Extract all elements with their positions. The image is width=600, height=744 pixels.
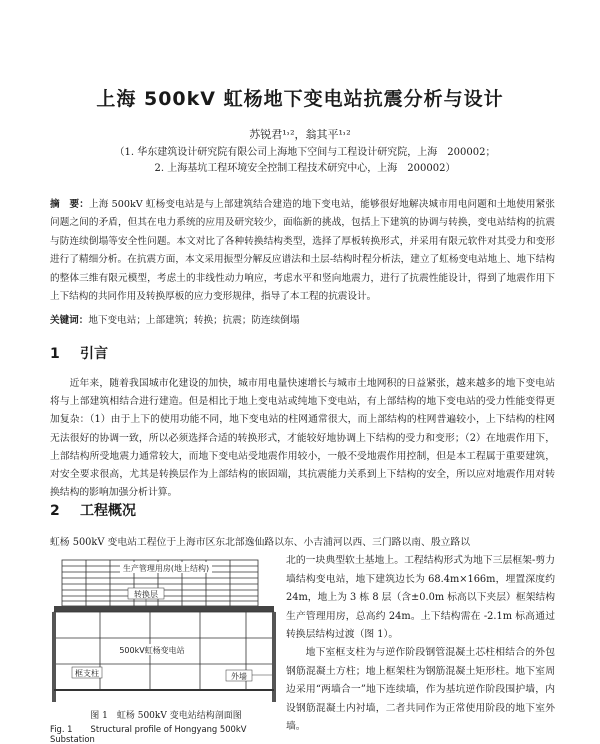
abstract-text: 上海 500kV 虹杨变电站是与上部建筑结合建造的地下变电站，能够很好地解决城市用电问题和土地使用紧张问题之间的矛盾，但其在电力系统的应用及研究较少，面临新的挑战，包括上下建筑的协调与转换，变电站结构的抗震与防连续倒塌等安全性问题。本文对比了各种转换结构类型，选择了厚板转换形式，并采用有限元软件对其受力和变形进行了精细分析。在抗震方面，本文采用振型分解反应谱法和土层-结构时程分析法，建立了虹杨变电站地上、地下结构的整体三维有限元模型，考虑土的非线性动力响应，考虑水平和竖向地震力，进行了抗震性能设计，得到了地震作用下上下结构的共同作用及转换厚板的应力变形规律，指导了本工程的抗震设计。 xyxy=(50,199,556,303)
section-2-heading xyxy=(50,500,136,520)
left-diaphragm-wall xyxy=(52,612,56,702)
figure-caption-cn: 图 1 虹杨 500kV 变电站结构剖面图 xyxy=(90,711,242,721)
keywords xyxy=(50,312,555,326)
label-substation: 500kV虹杨变电站 xyxy=(119,646,185,655)
label-transfer: 转换层 xyxy=(134,590,158,599)
structural-profile-figure xyxy=(50,556,282,706)
abstract xyxy=(50,196,555,306)
overview-paragraph-2: 地下室框支柱为与逆作阶段钢管混凝土芯柱相结合的外包钢筋混凝土方柱；地上框架柱为钢筋混凝土矩形柱。地下室周边采用“两墙合一”地下连续墙，作为基坑逆作阶段围护墙，内设钢筋混凝土内衬墙，二者共同作为正常使用阶段的地下室外墙。 xyxy=(286,647,555,732)
affiliation-2: 2. 上海基坑工程环境安全控制工程技术研究中心，上海 200002） xyxy=(154,163,456,174)
section-1-title: 引言 xyxy=(80,346,108,362)
overview-line-1: 虹杨 500kV 变电站工程位于上海市区东北部逸仙路以东、小吉浦河以西、三门路以南、殷立路以 xyxy=(50,537,471,548)
right-diaphragm-wall xyxy=(272,612,276,702)
label-top-building: 生产管理用房(地上结构) xyxy=(122,564,210,573)
section-1-heading xyxy=(50,343,108,363)
intro-paragraph: 近年来，随着我国城市化建设的加快，城市用电量快速增长与城市土地网积的日益紧张，越来越多的地下变电站将与上部建筑相结合进行建造。但是相比于地上变电站或纯地下变电站，有上部结构的地下变电站的受力性能变得更加复杂：（1）由于上下的使用功能不同，地下变电站的柱网通常很大，而上部结构的柱网普遍较小，上下结构的柱网无法很好的协调一致，所以必须选择合适的转换形式，才能较好地协调上下结构的受力和变形；（2）在地震作用下，上部结构所受地震力通常较大，而地下变电站受地震作用较小，一般不受地震作用控制，但是本工程属于重要建筑，对安全要求很高，尤其是转换层作为上部结构的嵌固端，其抗震能力关系到上下结构的安全，所以应对地震作用对转换结构的影响加强分析计算。 xyxy=(50,378,555,499)
figure-caption-en-text: Structural profile of Hongyang 500kV Substation xyxy=(50,724,247,744)
authors: 苏锐君¹˒²，翁其平¹˒² xyxy=(249,128,351,141)
label-column: 框支柱 xyxy=(75,669,99,678)
keywords-text: 地下变电站；上部建筑；转换；抗震；防连续倒塌 xyxy=(88,315,300,326)
transfer-slab xyxy=(54,606,274,612)
abstract-label: 摘 要： xyxy=(50,199,89,210)
overview-paragraph-rest: 北的一块典型软土基地上。工程结构形式为地下三层框架-剪力墙结构变电站，地下建筑边长为 68.4m×166m，埋置深度约 24m，地上为 3 栋 8 层（含±0.0m 标高以下夹层）框架结构生产管理用房，总高约 24m。上下结构需在 -2.1m 标高通过转换层结构过渡（图 1）。 xyxy=(286,555,556,640)
section-2-title: 工程概况 xyxy=(80,503,136,519)
section-2-number: 2 xyxy=(50,503,60,519)
affiliation-1: （1. 华东建筑设计研究院有限公司上海地下空间与工程设计研究院，上海 200002； xyxy=(114,147,496,158)
section-1-number: 1 xyxy=(50,346,60,362)
figure-caption-en xyxy=(50,724,282,744)
paper-title: 上海 500kV 虹杨地下变电站抗震分析与设计 xyxy=(96,88,504,110)
label-wall: 外墙 xyxy=(231,672,247,681)
figure-caption-en-label: Fig. 1 xyxy=(50,724,73,734)
keywords-label: 关键词： xyxy=(50,315,89,326)
